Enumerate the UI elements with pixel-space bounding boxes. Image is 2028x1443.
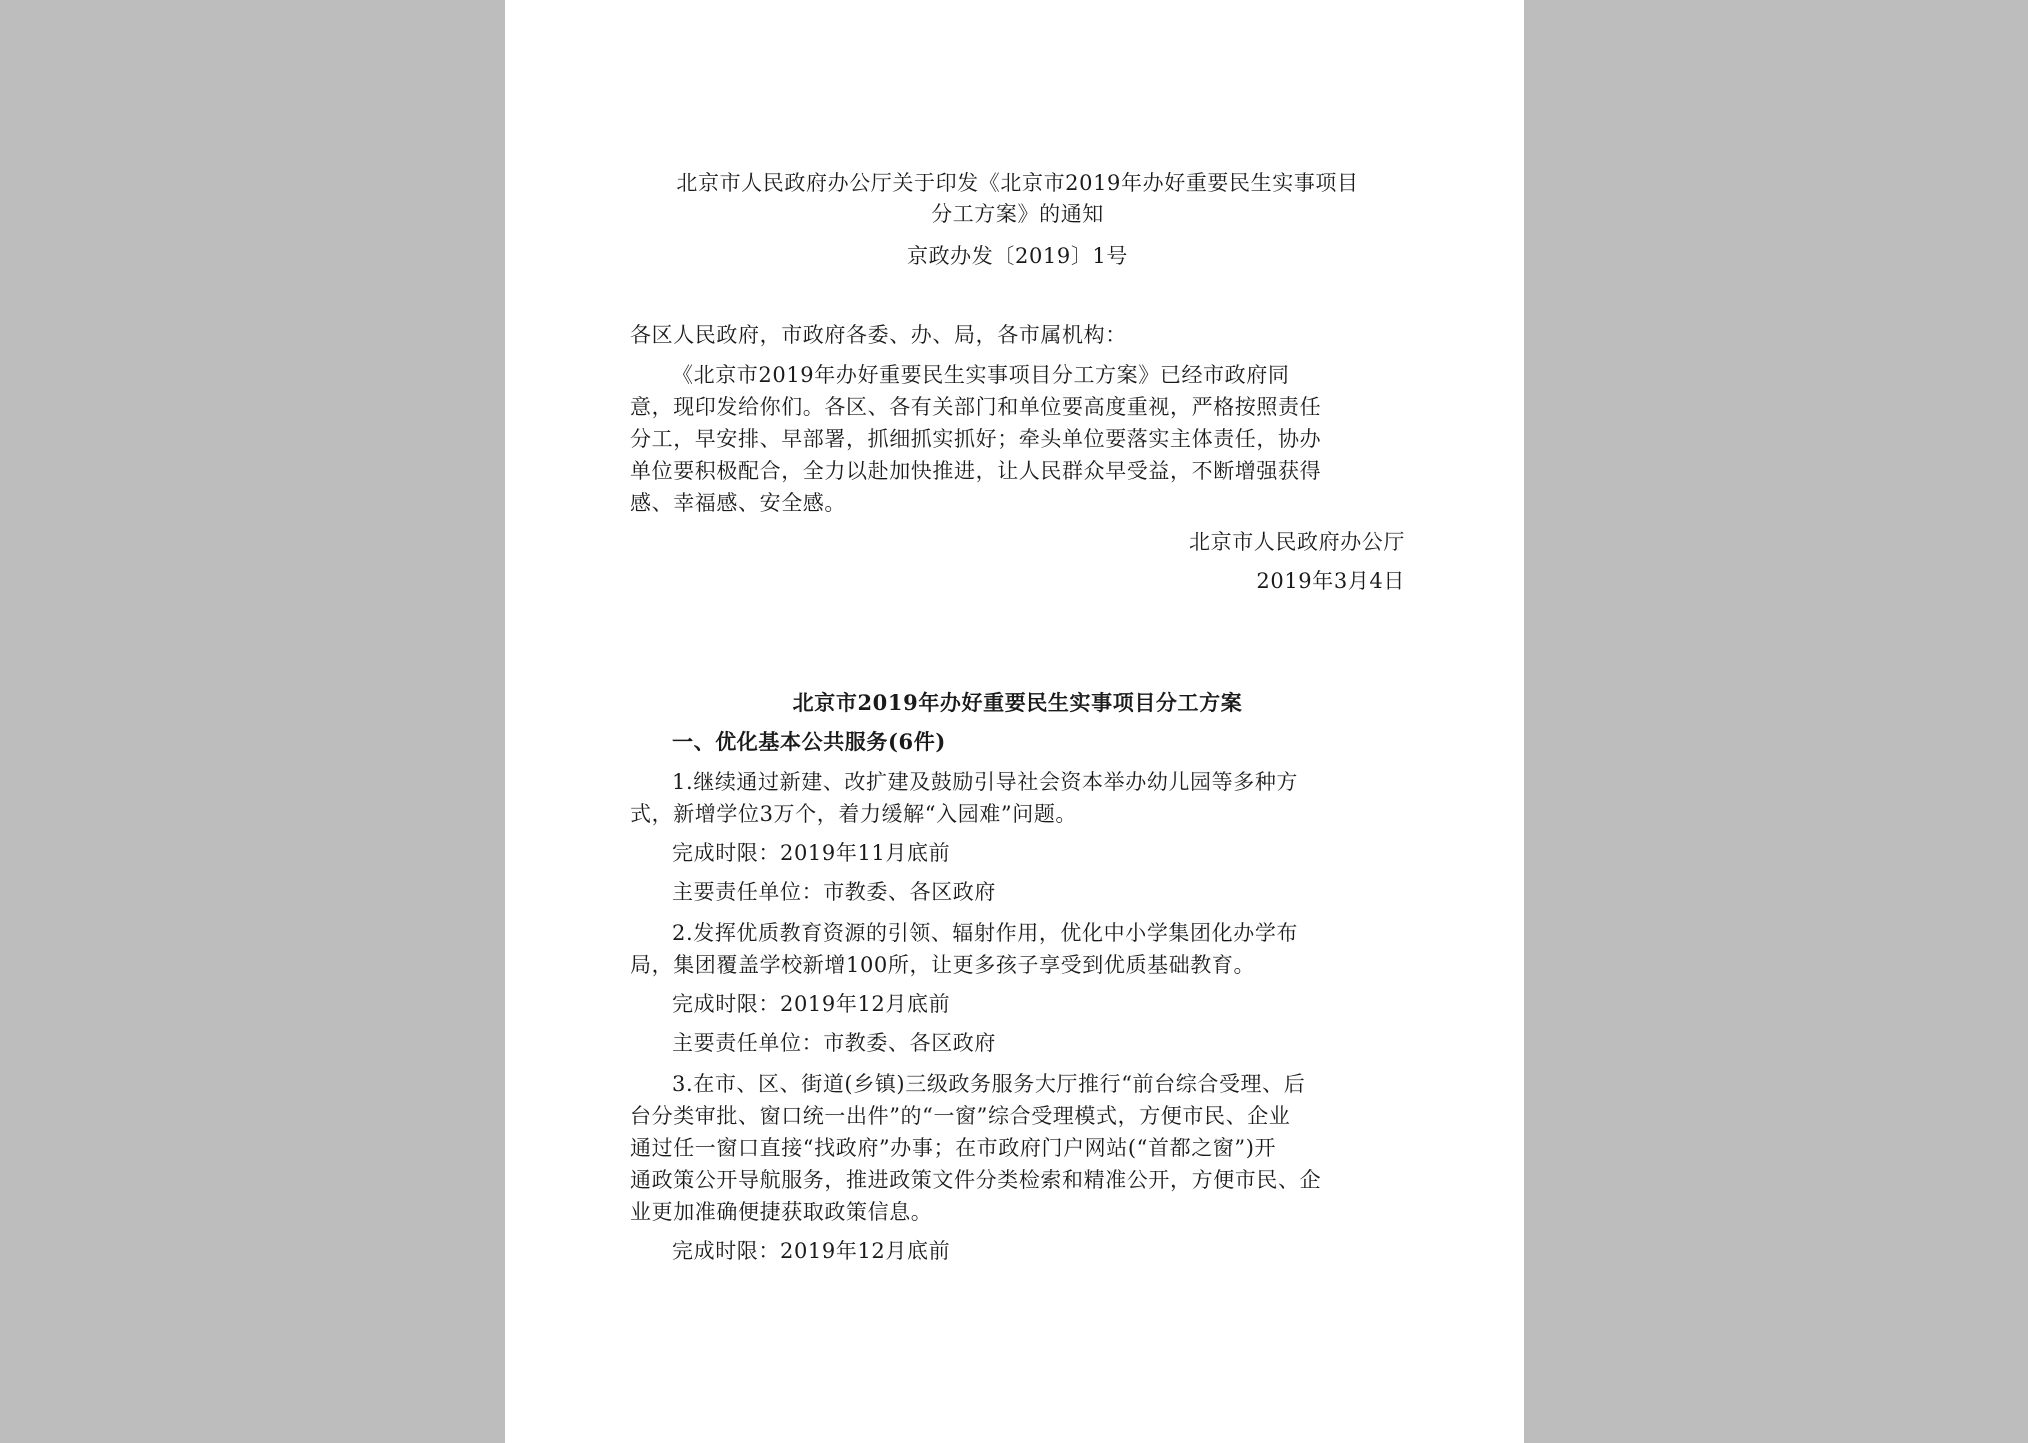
item-2-deadline: 完成时限：2019年12月底前	[672, 992, 951, 1016]
item-3-line: 台分类审批、窗口统一出件”的“一窗”综合受理模式，方便市民、企业	[630, 1104, 1291, 1128]
notice-body-line: 感、幸福感、安全感。	[630, 491, 846, 515]
item-3-line: 通政策公开导航服务，推进政策文件分类检索和精准公开，方便市民、企	[630, 1168, 1322, 1192]
notice-date: 2019年3月4日	[1256, 569, 1405, 593]
item-3-line: 3.在市、区、街道(乡镇)三级政务服务大厅推行“前台综合受理、后	[672, 1072, 1306, 1096]
notice-body-line: 分工，早安排、早部署，抓细抓实抓好；牵头单位要落实主体责任，协办	[630, 427, 1322, 451]
notice-title-line-1: 北京市人民政府办公厅关于印发《北京市2019年办好重要民生实事项目	[676, 171, 1359, 195]
item-3-line: 业更加准确便捷获取政策信息。	[630, 1200, 933, 1224]
notice-title-line-2: 分工方案》的通知	[931, 202, 1104, 226]
notice-body-line: 意，现印发给你们。各区、各有关部门和单位要高度重视，严格按照责任	[630, 395, 1322, 419]
item-3-line: 通过任一窗口直接“找政府”办事；在市政府门户网站(“首都之窗”)开	[630, 1136, 1277, 1160]
item-1-responsible: 主要责任单位：市教委、各区政府	[672, 880, 996, 904]
item-2-responsible: 主要责任单位：市教委、各区政府	[672, 1031, 996, 1055]
notice-doc-number: 京政办发〔2019〕1号	[906, 244, 1128, 268]
notice-signature: 北京市人民政府办公厅	[1189, 530, 1405, 554]
item-1-deadline: 完成时限：2019年11月底前	[672, 841, 951, 865]
item-2-line: 局，集团覆盖学校新增100所，让更多孩子享受到优质基础教育。	[630, 953, 1256, 977]
plan-title: 北京市2019年办好重要民生实事项目分工方案	[792, 690, 1243, 715]
notice-body-line: 单位要积极配合，全力以赴加快推进，让人民群众早受益，不断增强获得	[630, 459, 1322, 483]
notice-body-line: 《北京市2019年办好重要民生实事项目分工方案》已经市政府同	[672, 363, 1290, 387]
item-3-deadline: 完成时限：2019年12月底前	[672, 1239, 951, 1263]
document-page	[505, 0, 1524, 1443]
item-2-line: 2.发挥优质教育资源的引领、辐射作用，优化中小学集团化办学布	[672, 921, 1299, 945]
section-heading: 一、优化基本公共服务(6件)	[672, 729, 946, 754]
notice-salutation: 各区人民政府，市政府各委、办、局，各市属机构：	[630, 323, 1127, 347]
item-1-line: 式，新增学位3万个，着力缓解“入园难”问题。	[630, 802, 1078, 826]
item-1-line: 1.继续通过新建、改扩建及鼓励引导社会资本举办幼儿园等多种方	[672, 770, 1299, 794]
